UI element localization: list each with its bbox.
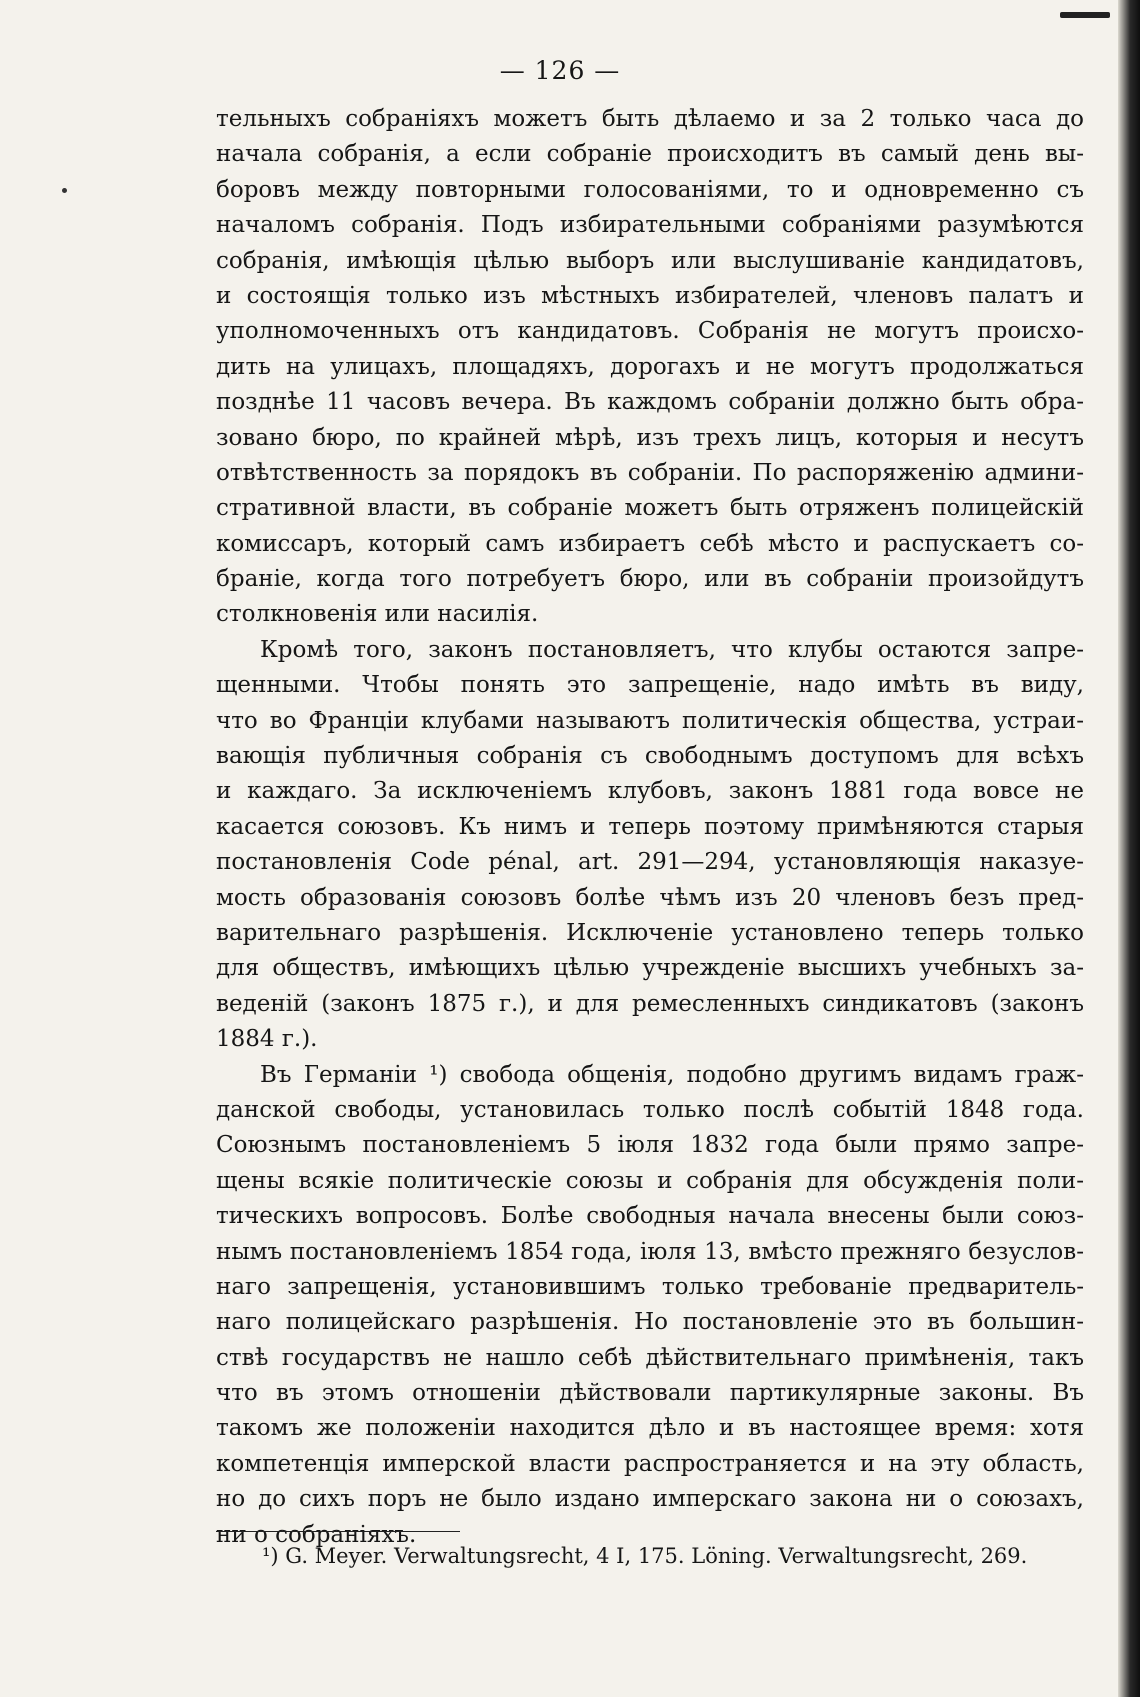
text-line: Союзнымъ постановленіемъ 5 іюля 1832 года были прямо запре- xyxy=(216,1132,1084,1159)
text-line: зовано бюро, по крайней мѣрѣ, изъ трехъ лицъ, которыя и несутъ xyxy=(216,424,1084,451)
text-line: 1884 г.). xyxy=(216,1026,318,1053)
text-line: ствѣ государствъ не нашло себѣ дѣйствительнаго примѣненія, такъ xyxy=(216,1344,1084,1371)
text-line: что въ этомъ отношеніи дѣйствовали партикулярные законы. Въ xyxy=(216,1380,1084,1407)
text-line: для обществъ, имѣющихъ цѣлью учрежденіе высшихъ учебныхъ за- xyxy=(216,955,1084,982)
text-line: и состоящія только изъ мѣстныхъ избирателей, членовъ палатъ и xyxy=(216,282,1084,309)
footnote-rule xyxy=(216,1531,460,1532)
text-line: такомъ же положеніи находится дѣло и въ настоящее время: хотя xyxy=(216,1415,1084,1442)
text-line: данской свободы, установилась только послѣ событій 1848 года. xyxy=(216,1096,1084,1123)
scan-dot xyxy=(62,188,67,193)
text-line: и каждаго. За исключеніемъ клубовъ, законъ 1881 года вовсе не xyxy=(216,778,1084,805)
text-line: нымъ постановленіемъ 1854 года, іюля 13, вмѣсто прежняго безуслов- xyxy=(216,1238,1084,1265)
text-line: тельныхъ собраніяхъ можетъ быть дѣлаемо и за 2 только часа до xyxy=(216,106,1084,132)
text-line: что во Франціи клубами называютъ политическія общества, устраи- xyxy=(216,707,1084,734)
scan-speck xyxy=(1060,12,1110,18)
text-line: щены всякіе политическіе союзы и собранія для обсужденія поли- xyxy=(216,1167,1084,1194)
text-line: собранія, имѣющія цѣлью выборъ или выслушиваніе кандидатовъ, xyxy=(216,247,1084,274)
text-line: варительнаго разрѣшенія. Исключеніе установлено теперь только xyxy=(216,919,1084,946)
text-line: браніе, когда того потребуетъ бюро, или въ собраніи произойдутъ xyxy=(216,566,1084,593)
text-line: наго полицейскаго разрѣшенія. Но постановленіе это въ большин- xyxy=(216,1309,1084,1336)
text-line: столкновенія или насилія. xyxy=(216,601,539,628)
text-line: отвѣтственность за порядокъ въ собраніи. По распоряженію админи- xyxy=(216,459,1084,486)
text-line: касается союзовъ. Къ нимъ и теперь поэтому примѣняются старыя xyxy=(216,813,1084,840)
text-line: но до сихъ поръ не было издано имперскаго закона ни о союзахъ, xyxy=(216,1486,1084,1513)
text-line: веденій (законъ 1875 г.), и для ремесленныхъ синдикатовъ (законъ xyxy=(216,990,1084,1017)
text-line: мость образованія союзовъ болѣе чѣмъ изъ 20 членовъ безъ пред- xyxy=(216,884,1084,911)
text-line: вающія публичныя собранія съ свободнымъ доступомъ для всѣхъ xyxy=(216,743,1084,770)
text-line: дить на улицахъ, площадяхъ, дорогахъ и не могутъ продолжаться xyxy=(216,353,1084,380)
text-line: комиссаръ, который самъ избираетъ себѣ мѣсто и распускаетъ со- xyxy=(216,530,1084,557)
body-text xyxy=(216,102,1084,1553)
text-line: началомъ собранія. Подъ избирательными собраніями разумѣются xyxy=(216,212,1084,239)
text-line: компетенція имперской власти распространяется и на эту область, xyxy=(216,1450,1084,1477)
text-line: тическихъ вопросовъ. Болѣе свободныя начала внесены были союз- xyxy=(216,1203,1084,1230)
text-line: ни о собраніяхъ. xyxy=(216,1521,417,1548)
page-number: — 126 — xyxy=(499,56,621,85)
text-line: постановленія Code pénal, art. 291—294, установляющія наказуе- xyxy=(216,849,1084,876)
text-line: Кромѣ того, законъ постановляетъ, что клубы остаются запре- xyxy=(260,636,1084,663)
text-line: Въ Германіи ¹) свобода общенія, подобно другимъ видамъ граж- xyxy=(260,1061,1084,1088)
text-line: наго запрещенія, установившимъ только требованіе предваритель- xyxy=(216,1273,1084,1300)
text-line: щенными. Чтобы понять это запрещеніе, надо имѣть въ виду, xyxy=(216,672,1084,699)
text-line: стративной власти, въ собраніе можетъ быть отряженъ полицейскій xyxy=(216,495,1084,522)
text-line: начала собранія, а если собраніе происходитъ въ самый день вы- xyxy=(216,141,1084,168)
text-line: позднѣе 11 часовъ вечера. Въ каждомъ собраніи должно быть обра- xyxy=(216,389,1084,416)
text-line: уполномоченныхъ отъ кандидатовъ. Собранія не могутъ происхо- xyxy=(216,318,1084,345)
page-edge-shadow xyxy=(1118,0,1140,1697)
footnote: ¹) G. Meyer. Verwaltungsrecht, 4 I, 175. Löning. Verwaltungsrecht, 269. xyxy=(262,1544,1028,1568)
text-line: боровъ между повторными голосованіями, то и одновременно съ xyxy=(216,176,1084,203)
